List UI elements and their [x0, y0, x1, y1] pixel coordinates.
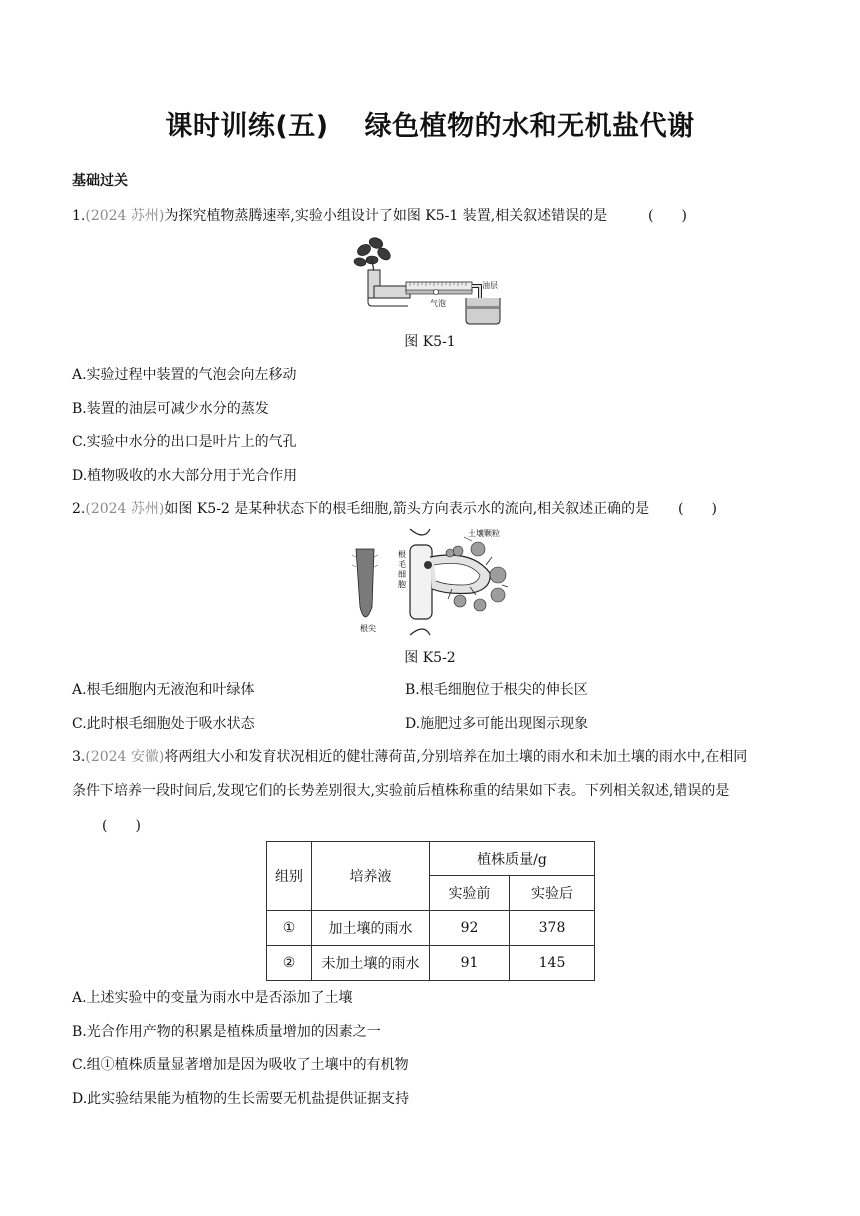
- root-tip-shape: [356, 549, 374, 617]
- page-title: [0, 104, 860, 143]
- option-a: A.根毛细胞内无液泡和叶绿体: [72, 682, 255, 698]
- option-c: C.实验中水分的出口是叶片上的气孔: [72, 434, 297, 450]
- cell-after: 378: [510, 911, 595, 946]
- question-text: 如图 K5-2 是某种状态下的根毛细胞,箭头方向表示水的流向,相关叙述正确的是: [164, 501, 650, 517]
- option-a: A.实验过程中装置的气泡会向左移动: [72, 367, 297, 383]
- option-b: B.装置的油层可减少水分的蒸发: [72, 401, 269, 417]
- cell-group: ②: [267, 946, 312, 981]
- question-3-stem: [72, 747, 747, 767]
- figure-caption: 图 K5-1: [404, 334, 456, 350]
- title-sub: 绿色植物的水和无机盐代谢: [364, 111, 695, 142]
- section-heading: 基础过关: [72, 173, 128, 189]
- question-source: (2024 苏州): [85, 208, 165, 224]
- option-d: D.植物吸收的水大部分用于光合作用: [72, 468, 298, 484]
- results-table: [266, 841, 595, 981]
- answer-bracket: ( ): [102, 818, 141, 834]
- question-3-stem-cont: 条件下培养一段时间后,发现它们的长势差别很大,实验前后植株称重的结果如下表。下列相关叙述,错误的是: [72, 783, 730, 799]
- cell-before: 92: [430, 911, 510, 946]
- header-group: 组别: [267, 842, 312, 911]
- question-text: 将两组大小和发育状况相近的健壮薄荷苗,分别培养在加土壤的雨水和未加土壤的雨水中,在相同: [164, 749, 748, 765]
- cell-medium: 未加土壤的雨水: [312, 946, 430, 981]
- table-row: [267, 911, 595, 946]
- question-text: 为探究植物蒸腾速率,实验小组设计了如图 K5-1 装置,相关叙述错误的是: [164, 208, 608, 224]
- cell-medium: 加土壤的雨水: [312, 911, 430, 946]
- title-main: 课时训练(五): [165, 111, 329, 142]
- label-soil: 土壤颗粒: [468, 529, 500, 538]
- cell-after: 145: [510, 946, 595, 981]
- question-number: 3.: [72, 749, 86, 765]
- question-1-stem: [72, 206, 607, 226]
- option-b: B.光合作用产物的积累是植株质量增加的因素之一: [72, 1024, 381, 1040]
- header-medium: 培养液: [312, 842, 430, 911]
- label-root-tip: 根尖: [360, 624, 376, 633]
- cell-before: 91: [430, 946, 510, 981]
- question-source: (2024 苏州): [85, 501, 165, 517]
- question-source: (2024 安徽): [85, 749, 165, 765]
- figure-k5-1: [350, 236, 510, 326]
- question-number: 1.: [72, 208, 86, 224]
- header-after: 实验后: [510, 876, 595, 911]
- cell-group: ①: [267, 911, 312, 946]
- label-oil: 油层: [482, 281, 498, 290]
- answer-bracket: ( ): [678, 501, 717, 517]
- option-d: D.施肥过多可能出现图示现象: [405, 716, 589, 732]
- figure-k5-2: [352, 527, 512, 637]
- label-root-hair: 根毛细胞: [398, 550, 406, 589]
- figure-caption: 图 K5-2: [404, 650, 456, 666]
- option-a: A.上述实验中的变量为雨水中是否添加了土壤: [72, 990, 353, 1006]
- question-2-stem: [72, 499, 649, 519]
- option-d: D.此实验结果能为植物的生长需要无机盐提供证据支持: [72, 1091, 410, 1107]
- question-number: 2.: [72, 501, 86, 517]
- option-b: B.根毛细胞位于根尖的伸长区: [405, 682, 588, 698]
- table-row: [267, 946, 595, 981]
- option-c: C.此时根毛细胞处于吸水状态: [72, 716, 255, 732]
- header-before: 实验前: [430, 876, 510, 911]
- option-c: C.组①植株质量显著增加是因为吸收了土壤中的有机物: [72, 1057, 409, 1073]
- header-mass: 植株质量/g: [430, 842, 595, 876]
- answer-bracket: ( ): [648, 208, 687, 224]
- label-bubble: 气泡: [430, 299, 446, 308]
